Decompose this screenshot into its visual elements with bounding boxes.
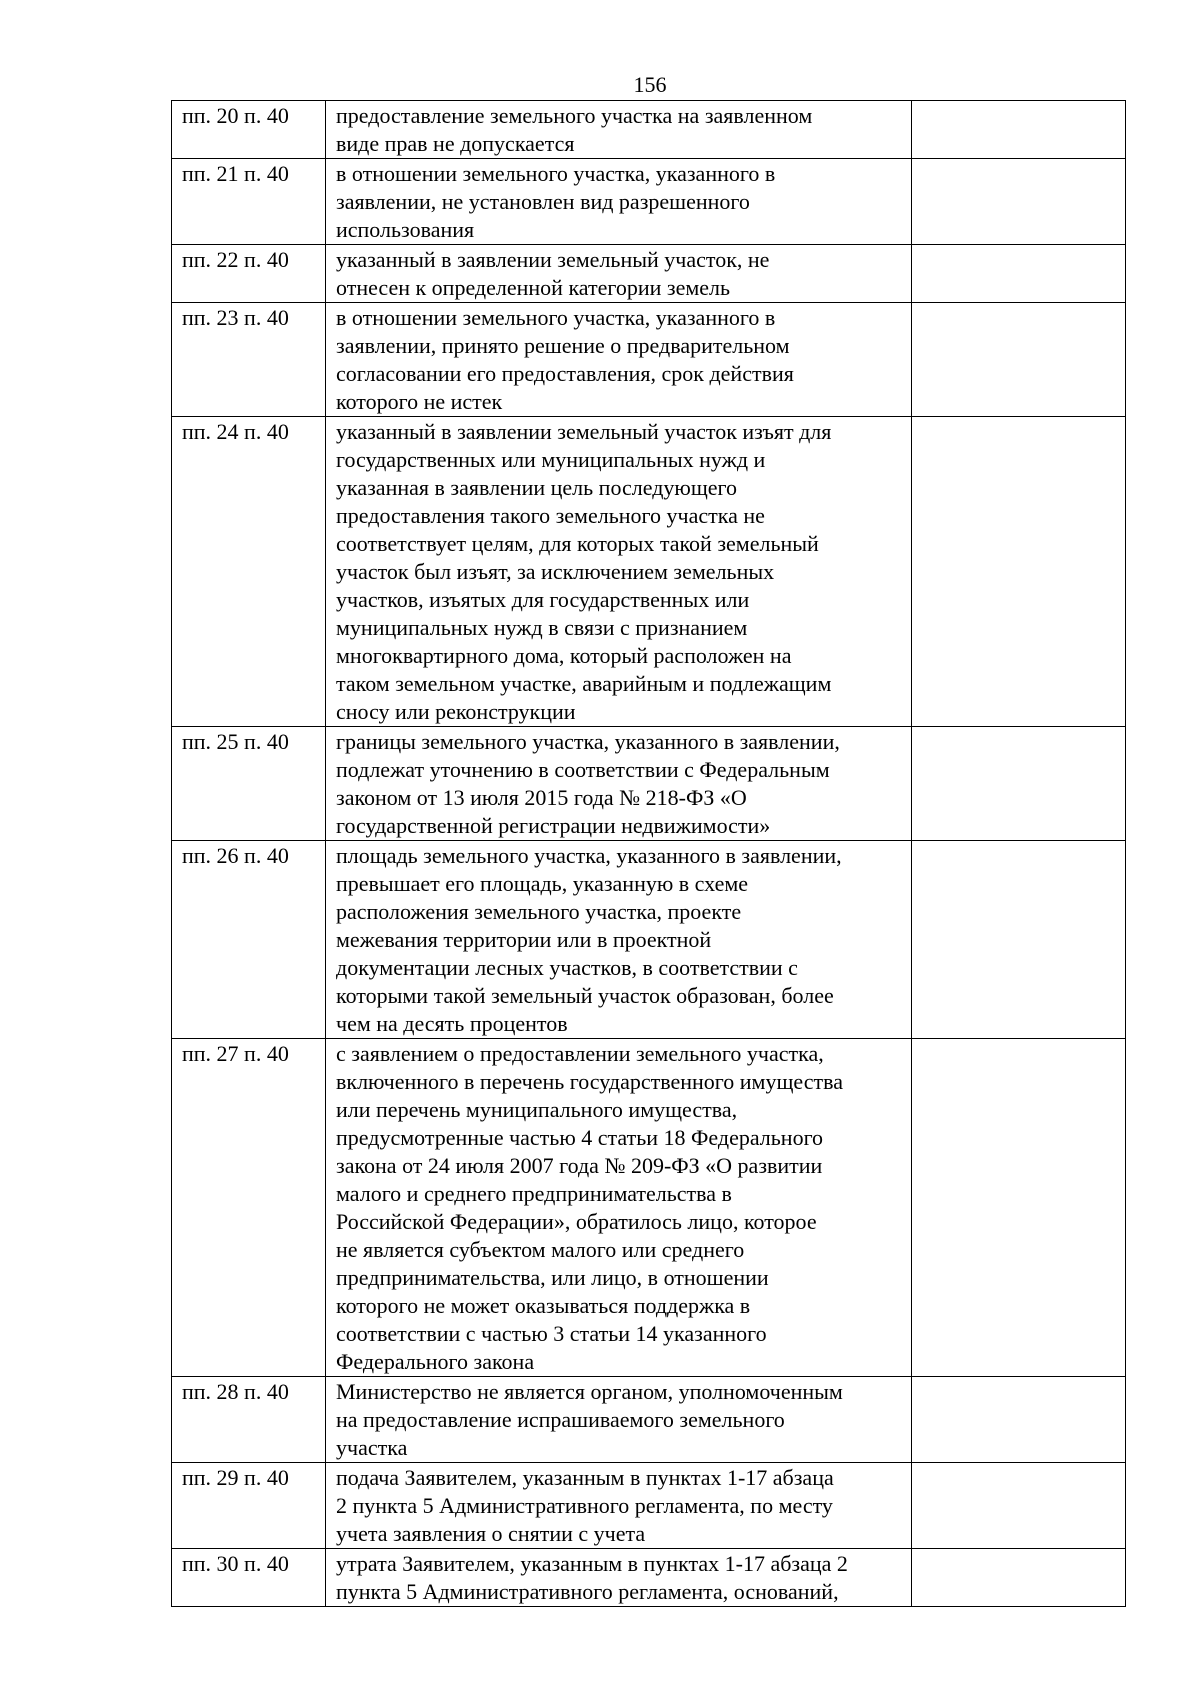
description-line: согласовании его предоставления, срок действия [336, 361, 794, 386]
description-line: указанный в заявлении земельный участок, не [336, 247, 770, 272]
description-line: или перечень муниципального имущества, [336, 1097, 738, 1122]
description-line: документации лесных участков, в соответствии с [336, 955, 798, 980]
description-line: площадь земельного участка, указанного в заявлении, [336, 843, 842, 868]
description-line: Министерство не является органом, уполномоченным [336, 1379, 843, 1404]
description-line: расположения земельного участка, проекте [336, 899, 742, 924]
description-line: соответствует целям, для которых такой земельный [336, 531, 819, 556]
description-line: с заявлением о предоставлении земельного участка, [336, 1041, 824, 1066]
description-line: предпринимательства, или лицо, в отношении [336, 1265, 769, 1290]
description-line: участок был изъят, за исключением земельных [336, 559, 775, 584]
ground-description-cell [326, 1549, 912, 1607]
page-number: 156 [633, 72, 667, 97]
description-line: чем на десять процентов [336, 1011, 568, 1036]
description-line: использования [336, 217, 475, 242]
table-row [172, 1463, 1126, 1549]
description-line: предоставления такого земельного участка не [336, 503, 765, 528]
description-line: государственных или муниципальных нужд и [336, 447, 766, 472]
description-line: превышает его площадь, указанную в схеме [336, 871, 749, 896]
empty-cell [912, 303, 1126, 417]
empty-cell [912, 1377, 1126, 1463]
grounds-table [171, 100, 1126, 1607]
description-line: пункта 5 Административного регламента, оснований, [336, 1579, 839, 1604]
description-line: предоставление земельного участка на заявленном [336, 103, 813, 128]
ground-description-cell [326, 417, 912, 727]
empty-cell [912, 245, 1126, 303]
table-row [172, 303, 1126, 417]
ground-description-cell [326, 727, 912, 841]
description-line: указанная в заявлении цель последующего [336, 475, 738, 500]
table-row [172, 727, 1126, 841]
description-line: которого не может оказываться поддержка в [336, 1293, 751, 1318]
clause-reference-cell: пп. 20 п. 40 [172, 101, 326, 159]
description-line: в отношении земельного участка, указанного в [336, 305, 776, 330]
ground-description-cell [326, 303, 912, 417]
description-line: которого не истек [336, 389, 503, 414]
table-row [172, 1039, 1126, 1377]
clause-reference-cell: пп. 21 п. 40 [172, 159, 326, 245]
ground-description-cell [326, 1039, 912, 1377]
description-line: заявлении, не установлен вид разрешенного [336, 189, 750, 214]
description-line: таком земельном участке, аварийным и подлежащим [336, 671, 832, 696]
clause-reference-cell: пп. 28 п. 40 [172, 1377, 326, 1463]
empty-cell [912, 417, 1126, 727]
clause-reference-cell: пп. 24 п. 40 [172, 417, 326, 727]
description-line: соответствии с частью 3 статьи 14 указанного [336, 1321, 767, 1346]
empty-cell [912, 1549, 1126, 1607]
description-line: подлежат уточнению в соответствии с Федеральным [336, 757, 830, 782]
clause-reference-cell: пп. 25 п. 40 [172, 727, 326, 841]
description-line: участков, изъятых для государственных или [336, 587, 750, 612]
clause-reference-cell: пп. 22 п. 40 [172, 245, 326, 303]
table-row [172, 245, 1126, 303]
ground-description-cell [326, 245, 912, 303]
ground-description-cell [326, 841, 912, 1039]
description-line: указанный в заявлении земельный участок изъят для [336, 419, 832, 444]
description-line: сносу или реконструкции [336, 699, 576, 724]
clause-reference-cell: пп. 26 п. 40 [172, 841, 326, 1039]
description-line: в отношении земельного участка, указанного в [336, 161, 776, 186]
clause-reference-cell: пп. 23 п. 40 [172, 303, 326, 417]
description-line: Российской Федерации», обратилось лицо, которое [336, 1209, 817, 1234]
description-line: муниципальных нужд в связи с признанием [336, 615, 748, 640]
description-line: утрата Заявителем, указанным в пунктах 1-17 абзаца 2 [336, 1551, 848, 1576]
empty-cell [912, 841, 1126, 1039]
description-line: 2 пункта 5 Административного регламента, по месту [336, 1493, 833, 1518]
table-row [172, 417, 1126, 727]
table-row [172, 101, 1126, 159]
description-line: отнесен к определенной категории земель [336, 275, 731, 300]
description-line: не является субъектом малого или среднего [336, 1237, 745, 1262]
description-line: законом от 13 июля 2015 года № 218-ФЗ «О [336, 785, 747, 810]
description-line: которыми такой земельный участок образован, более [336, 983, 834, 1008]
description-line: Федерального закона [336, 1349, 535, 1374]
description-line: виде прав не допускается [336, 131, 575, 156]
description-line: включенного в перечень государственного имущества [336, 1069, 843, 1094]
ground-description-cell [326, 1377, 912, 1463]
empty-cell [912, 159, 1126, 245]
description-line: участка [336, 1435, 408, 1460]
clause-reference-cell: пп. 29 п. 40 [172, 1463, 326, 1549]
table-body [172, 101, 1126, 1607]
table-row [172, 1549, 1126, 1607]
description-line: межевания территории или в проектной [336, 927, 712, 952]
clause-reference-cell: пп. 27 п. 40 [172, 1039, 326, 1377]
description-line: закона от 24 июля 2007 года № 209-ФЗ «О развитии [336, 1153, 823, 1178]
description-line: учета заявления о снятии с учета [336, 1521, 646, 1546]
description-line: подача Заявителем, указанным в пунктах 1-17 абзаца [336, 1465, 834, 1490]
description-line: государственной регистрации недвижимости» [336, 813, 771, 838]
empty-cell [912, 101, 1126, 159]
empty-cell [912, 1039, 1126, 1377]
description-line: предусмотренные частью 4 статьи 18 Федерального [336, 1125, 824, 1150]
ground-description-cell [326, 159, 912, 245]
empty-cell [912, 1463, 1126, 1549]
empty-cell [912, 727, 1126, 841]
description-line: малого и среднего предпринимательства в [336, 1181, 732, 1206]
description-line: заявлении, принято решение о предварительном [336, 333, 790, 358]
ground-description-cell [326, 101, 912, 159]
description-line: границы земельного участка, указанного в заявлении, [336, 729, 840, 754]
table-row [172, 159, 1126, 245]
description-line: многоквартирного дома, который расположен на [336, 643, 792, 668]
ground-description-cell [326, 1463, 912, 1549]
clause-reference-cell: пп. 30 п. 40 [172, 1549, 326, 1607]
description-line: на предоставление испрашиваемого земельного [336, 1407, 785, 1432]
table-row [172, 1377, 1126, 1463]
table-row [172, 841, 1126, 1039]
